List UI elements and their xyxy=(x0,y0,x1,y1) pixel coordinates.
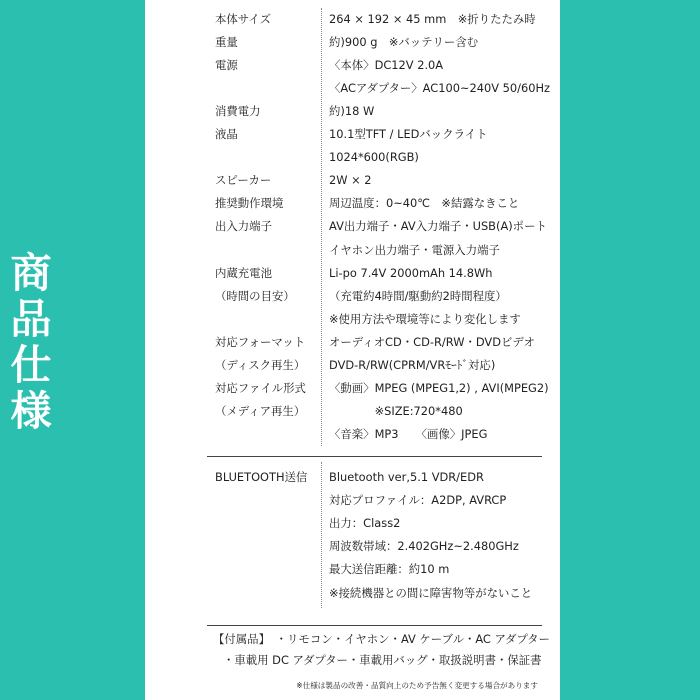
bluetooth-row xyxy=(185,582,560,605)
vertical-section-title xyxy=(0,250,62,434)
specs-label: 重量 xyxy=(215,35,238,50)
specs-value: 2W × 2 xyxy=(329,173,372,188)
bluetooth-row xyxy=(185,512,560,535)
specs-row xyxy=(185,400,560,423)
specs-row xyxy=(185,8,560,31)
bluetooth-row xyxy=(185,466,560,489)
specs-label: 内蔵充電池 xyxy=(215,265,272,280)
accessories-line-2: ・車載用 DC アダプター・車載用バッグ・取扱説明書・保証書 xyxy=(223,653,542,667)
specs-value: 1024*600(RGB) xyxy=(329,150,419,165)
specs-row xyxy=(185,262,560,285)
specs-value: 〈音楽〉MP3 〈画像〉JPEG xyxy=(329,426,488,441)
specs-row xyxy=(185,423,560,446)
specs-value: ※SIZE:720*480 xyxy=(329,403,463,418)
bluetooth-row xyxy=(185,535,560,558)
spec-change-footnote: ※仕様は製品の改善・品質向上のため予告無く変更する場合があります xyxy=(296,681,538,690)
specs-row xyxy=(185,285,560,308)
bluetooth-value: 出力：Class2 xyxy=(329,516,401,531)
specs-value: DVD-R/RW(CPRM/VRﾓｰﾄﾞ対応) xyxy=(329,357,496,372)
specs-row xyxy=(185,54,560,77)
specs-label: 電源 xyxy=(215,58,238,73)
specs-row xyxy=(185,77,560,100)
specs-label: （時間の目安） xyxy=(215,288,295,303)
specs-row xyxy=(185,377,560,400)
specs-value: イヤホン出力端子・電源入力端子 xyxy=(329,242,500,257)
title-char-3: 仕 xyxy=(10,341,52,389)
bluetooth-value: 対応プロファイル：A2DP, AVRCP xyxy=(329,493,507,508)
specs-row xyxy=(185,239,560,262)
specs-value: 〈ACアダプター〉AC100~240V 50/60Hz xyxy=(329,81,551,96)
specs-value: 約)900 g ※バッテリー含む xyxy=(329,35,479,50)
accessories-line-1: 【付属品】 ・リモコン・イヤホン・AV ケーブル・AC アダプター xyxy=(213,632,550,646)
specs-value: オーディオCD・CD-R/RW・DVDビデオ xyxy=(329,334,535,349)
specs-label: （メディア再生） xyxy=(215,403,306,418)
specs-value: 10.1型TFT / LEDバックライト xyxy=(329,127,488,142)
specs-row xyxy=(185,308,560,331)
title-char-1: 商 xyxy=(10,249,52,297)
specs-value: Li-po 7.4V 2000mAh 14.8Wh xyxy=(329,265,493,280)
spec-panel xyxy=(185,0,560,700)
specs-label: 対応フォーマット xyxy=(215,334,306,349)
title-char-4: 様 xyxy=(10,387,52,435)
specs-value: 〈本体〉DC12V 2.0A xyxy=(329,58,444,73)
specs-row xyxy=(185,331,560,354)
bluetooth-label: BLUETOOTH送信 xyxy=(215,470,308,484)
specs-value: 〈動画〉MPEG (MPEG1,2) , AVI(MPEG2) xyxy=(329,380,549,395)
specs-value: AV出力端子・AV入力端子・USB(A)ポート xyxy=(329,219,547,234)
bluetooth-row xyxy=(185,558,560,581)
specs-label: 消費電力 xyxy=(215,104,261,119)
title-char-2: 品 xyxy=(10,295,52,343)
right-accent-band xyxy=(555,0,700,700)
specs-label: 推奨動作環境 xyxy=(215,196,284,211)
specs-value: ※使用方法や環境等により変化します xyxy=(329,311,521,326)
bluetooth-value: ※接続機器との間に障害物等がないこと xyxy=(329,585,533,600)
specs-row xyxy=(185,215,560,238)
specs-value: 約)18 W xyxy=(329,104,375,119)
specs-label: スピーカー xyxy=(215,173,272,188)
specs-label: 出入力端子 xyxy=(215,219,272,234)
specs-label: 液晶 xyxy=(215,127,238,142)
specs-value: 周辺温度：0~40℃ ※結露なきこと xyxy=(329,196,520,211)
specs-label: 対応ファイル形式 xyxy=(215,380,306,395)
specs-row xyxy=(185,169,560,192)
specs-row xyxy=(185,100,560,123)
specs-label: 本体サイズ xyxy=(215,12,272,26)
accessories-top-rule xyxy=(207,625,542,626)
bluetooth-top-rule xyxy=(207,456,542,457)
bluetooth-value: 最大送信距離：約10 m xyxy=(329,562,450,577)
specs-value: （充電約4時間/駆動約2時間程度） xyxy=(329,288,507,303)
specs-row xyxy=(185,146,560,169)
specs-value: 264 × 192 × 45 mm ※折りたたみ時 xyxy=(329,12,536,26)
specs-row xyxy=(185,31,560,54)
specs-row xyxy=(185,192,560,215)
specs-row xyxy=(185,123,560,146)
specs-label: （ディスク再生） xyxy=(215,357,306,372)
bluetooth-value: Bluetooth ver,5.1 VDR/EDR xyxy=(329,470,484,484)
bluetooth-row xyxy=(185,489,560,512)
specs-row xyxy=(185,354,560,377)
bluetooth-value: 周波数帯域：2.402GHz~2.480GHz xyxy=(329,539,519,554)
